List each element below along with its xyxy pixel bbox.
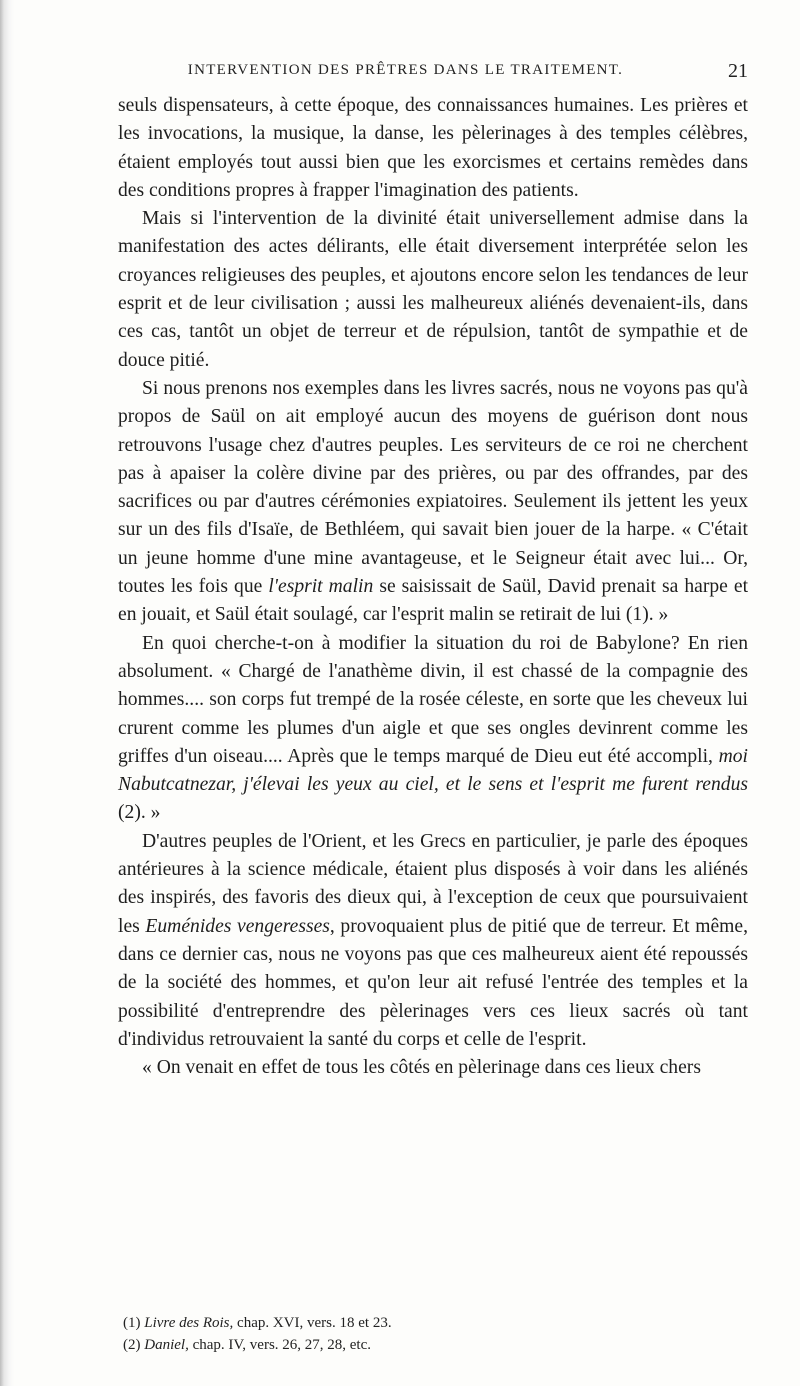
footnote-details: chap. IV, vers. 26, 27, 28, etc. bbox=[192, 1337, 372, 1353]
paragraph bbox=[118, 375, 748, 630]
paragraph bbox=[118, 1054, 748, 1082]
italic-phrase: Euménides vengeresses bbox=[145, 915, 330, 937]
paragraph-text: Mais si l'intervention de la divinité était universellement admise dans la manifestation des actes délirants, elle était diversement interprétée selon les croyances religieuses des peuples, et ajoutons encore selon les tendances de leur esprit et de leur civilisation ; aussi les malheureux aliénés devenaient-ils, dans ces cas, tantôt un objet de terreur et de répulsion, tantôt de sympathie et de douce pitié. bbox=[118, 208, 748, 371]
paragraph-text: se saisissait de Saül, David prenait sa harpe et en jouait, et Saül était soulagé, car l'esprit malin se retirait de lui (1). » bbox=[118, 576, 749, 626]
paragraph-text: , provoquaient plus de pitié que de terreur. Et même, dans ce dernier cas, nous ne voyons pas que ces malheureux aient été repoussés de la société des hommes, et qu'on leur ait refusé l'entrée des temples et la possibilité d'entreprendre des pèlerinages vers ces lieux sacrés où tant d'individus retrouvaient la santé du corps et celle de l'esprit. bbox=[118, 915, 748, 1050]
running-title: INTERVENTION DES PRÊTRES DANS LE TRAITEMENT. bbox=[187, 62, 624, 78]
footnote-details: chap. XVI, vers. 18 et 23. bbox=[237, 1315, 392, 1331]
body-text bbox=[118, 92, 748, 1082]
paragraph-text: En quoi cherche-t-on à modifier la situation du roi de Babylone? En rien absolument. « Chargé de l'anathème divin, il est chassé de la compagnie des hommes.... son corps fut trempé de la rosée céleste, en sorte que les cheveux lui crurent comme les plumes d'un aigle et que ses ongles devinrent comme les griffes d'un oiseau.... Après que le temps marqué de Dieu eut été accompli, bbox=[118, 632, 748, 767]
paragraph-text: seuls dispensateurs, à cette époque, des connaissances humaines. Les prières et les invocations, la musique, la danse, les pèlerinages à des temples célèbres, étaient employés tout aussi bien que les exorcismes et certains remèdes dans des conditions propres à frapper l'imagination des patients. bbox=[118, 95, 748, 201]
footnote bbox=[118, 1312, 748, 1334]
italic-phrase: moi Nabutcatnezar, j'élevai les yeux au ciel, et le sens et l'esprit me furent rendus bbox=[118, 745, 748, 796]
footnote-source: Livre des Rois, bbox=[144, 1315, 234, 1331]
footnote-source: Daniel, bbox=[144, 1337, 189, 1353]
paragraph bbox=[118, 828, 748, 1054]
page-header bbox=[118, 62, 748, 86]
footnote-marker: (2) bbox=[123, 1337, 141, 1353]
binding-gutter bbox=[0, 0, 14, 1386]
paragraph-text: Si nous prenons nos exemples dans les livres sacrés, nous ne voyons pas qu'à propos de Saül on ait employé aucun des moyens de guérison dont nous retrouvons l'usage chez d'autres peuples. Les serviteurs de ce roi ne cherchent pas à apaiser la colère divine par des prières, ou par des offrandes, par des sacrifices ou par d'autres cérémonies expiatoires. Seulement ils jettent les yeux sur un des fils d'Isaïe, de Bethléem, qui savait bien jouer de la harpe. « C'était un jeune homme d'une mine avantageuse, et le Seigneur était avec lui... Or, toutes les fois que bbox=[118, 377, 748, 598]
paragraph bbox=[118, 205, 748, 375]
page-number: 21 bbox=[728, 60, 748, 82]
paragraph-text: « On venait en effet de tous les côtés en pèlerinage dans ces lieux chers bbox=[142, 1057, 701, 1079]
footnote bbox=[118, 1334, 748, 1356]
footnotes bbox=[118, 1312, 748, 1356]
footnote-marker: (1) bbox=[123, 1315, 141, 1331]
italic-phrase: l'esprit malin bbox=[268, 576, 374, 598]
paragraph bbox=[118, 92, 748, 205]
paragraph bbox=[118, 630, 748, 828]
paragraph-text: D'autres peuples de l'Orient, et les Grecs en particulier, je parle des époques antérieures à la science médicale, étaient plus disposés à voir dans les aliénés des inspirés, des favoris des dieux qui, à l'exception de ceux que poursuivaient les bbox=[118, 830, 748, 937]
paragraph-text: (2). » bbox=[118, 802, 161, 824]
